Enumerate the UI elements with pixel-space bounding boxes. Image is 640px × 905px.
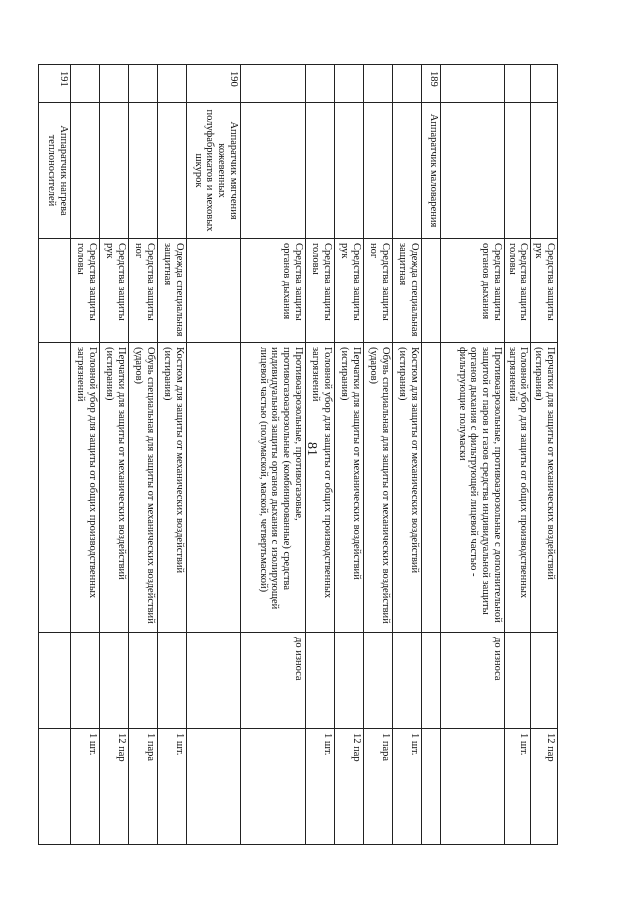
profession-name — [505, 103, 532, 239]
table-row — [71, 65, 100, 845]
profession-name — [71, 103, 100, 239]
profession-name — [335, 103, 364, 239]
table-row — [441, 65, 505, 845]
row-number — [241, 65, 306, 103]
wear-condition — [100, 633, 129, 729]
table-row — [531, 65, 558, 845]
ppe-description: Костюм для защиты от механических воздействий (истирания) — [158, 343, 187, 633]
ppe-type: Средства защиты головы — [306, 239, 335, 343]
ppe-quantity — [241, 729, 306, 845]
ppe-type: Средства защиты рук — [100, 239, 129, 343]
ppe-quantity — [187, 729, 241, 845]
ppe-quantity: 12 пар — [531, 729, 558, 845]
ppe-type: Средства защиты органов дыхания — [441, 239, 505, 343]
ppe-description: Перчатки для защиты от механических воздействий (истирания) — [335, 343, 364, 633]
ppe-description — [422, 343, 441, 633]
wear-condition — [158, 633, 187, 729]
profession-name — [441, 103, 505, 239]
wear-condition — [129, 633, 158, 729]
ppe-type: Средства защиты головы — [71, 239, 100, 343]
ppe-description: Головной убор для защиты от общих производственных загрязнений — [71, 343, 100, 633]
ppe-quantity: 1 шт. — [505, 729, 532, 845]
ppe-quantity — [441, 729, 505, 845]
row-number: 190 — [187, 65, 241, 103]
ppe-quantity — [422, 729, 441, 845]
row-number: 189 — [422, 65, 441, 103]
row-number — [71, 65, 100, 103]
rotated-table-area — [46, 64, 558, 844]
ppe-quantity: 1 шт. — [71, 729, 100, 845]
row-number — [531, 65, 558, 103]
profession-name — [129, 103, 158, 239]
profession-name: Аппаратчик мягчения кожевенных полуфабрикатов и меховых шкурок — [187, 103, 241, 239]
wear-condition — [393, 633, 422, 729]
rotated-table-frame — [46, 64, 558, 844]
ppe-quantity: 1 шт. — [158, 729, 187, 845]
table-row — [393, 65, 422, 845]
table-row — [505, 65, 532, 845]
ppe-type — [39, 239, 71, 343]
row-number — [505, 65, 532, 103]
wear-condition — [335, 633, 364, 729]
row-number — [364, 65, 393, 103]
wear-condition — [39, 633, 71, 729]
ppe-type: Средства защиты рук — [335, 239, 364, 343]
wear-condition — [505, 633, 532, 729]
row-number — [158, 65, 187, 103]
table-row — [422, 65, 441, 845]
ppe-description — [39, 343, 71, 633]
table-row — [241, 65, 306, 845]
profession-name — [306, 103, 335, 239]
ppe-description: Головной убор для защиты от общих производственных загрязнений — [505, 343, 532, 633]
ppe-description: Перчатки для защиты от механических воздействий (истирания) — [531, 343, 558, 633]
wear-condition: до износа — [441, 633, 505, 729]
ppe-quantity: 1 пара — [364, 729, 393, 845]
ppe-type — [422, 239, 441, 343]
ppe-description — [187, 343, 241, 633]
profession-name: Аппаратчик маловарения — [422, 103, 441, 239]
ppe-type: Средства защиты ног — [129, 239, 158, 343]
ppe-description: Головной убор для защиты от общих производственных загрязнений — [306, 343, 335, 633]
row-number — [129, 65, 158, 103]
ppe-description: Обувь специальная для защиты от механических воздействий (ударов) — [364, 343, 393, 633]
row-number — [393, 65, 422, 103]
wear-condition — [187, 633, 241, 729]
ppe-quantity — [39, 729, 71, 845]
wear-condition — [422, 633, 441, 729]
row-number — [100, 65, 129, 103]
table-row — [100, 65, 129, 845]
ppe-quantity: 1 шт. — [393, 729, 422, 845]
table-row — [335, 65, 364, 845]
row-number: 191 — [39, 65, 71, 103]
profession-name — [241, 103, 306, 239]
table-row — [306, 65, 335, 845]
ppe-quantity: 1 пара — [129, 729, 158, 845]
wear-condition — [71, 633, 100, 729]
table-row — [39, 65, 71, 845]
wear-condition — [531, 633, 558, 729]
page-number: 81 — [304, 442, 319, 456]
table-row — [364, 65, 393, 845]
profession-name — [531, 103, 558, 239]
ppe-table-body — [39, 65, 558, 845]
row-number — [441, 65, 505, 103]
ppe-type: Одежда специальная защитная — [158, 239, 187, 343]
ppe-type: Средства защиты органов дыхания — [241, 239, 306, 343]
ppe-quantity: 12 пар — [335, 729, 364, 845]
row-number — [335, 65, 364, 103]
ppe-table — [38, 64, 558, 845]
ppe-description: Перчатки для защиты от механических воздействий (истирания) — [100, 343, 129, 633]
table-row — [129, 65, 158, 845]
ppe-description: Костюм для защиты от механических воздействий (истирания) — [393, 343, 422, 633]
wear-condition — [306, 633, 335, 729]
ppe-type — [187, 239, 241, 343]
ppe-type: Средства защиты головы — [505, 239, 532, 343]
ppe-quantity: 12 пар — [100, 729, 129, 845]
ppe-description: Противоаэрозольные, противогазовые, противогазоаэрозольные (комбинированные) средства индивидуальной защиты органов дыхания с изолирующей лицевой частью (полумаской, маской, четвертьмаской) — [241, 343, 306, 633]
wear-condition: до износа — [241, 633, 306, 729]
profession-name — [364, 103, 393, 239]
profession-name — [158, 103, 187, 239]
row-number — [306, 65, 335, 103]
ppe-type: Средства защиты ног — [364, 239, 393, 343]
table-row — [187, 65, 241, 845]
profession-name — [100, 103, 129, 239]
profession-name — [393, 103, 422, 239]
table-row — [158, 65, 187, 845]
ppe-type: Одежда специальная защитная — [393, 239, 422, 343]
ppe-description: Обувь специальная для защиты от механических воздействий (ударов) — [129, 343, 158, 633]
ppe-quantity: 1 шт. — [306, 729, 335, 845]
ppe-description: Противоаэрозольные, противоаэрозольные с дополнительной защитой от паров и газов средства индивидуальной защиты органов дыхания с фильтрующей лицевой частью - фильтрующие полумаски — [441, 343, 505, 633]
ppe-type: Средства защиты рук — [531, 239, 558, 343]
wear-condition — [364, 633, 393, 729]
profession-name: Аппаратчик нагрева теплоносителей — [39, 103, 71, 239]
